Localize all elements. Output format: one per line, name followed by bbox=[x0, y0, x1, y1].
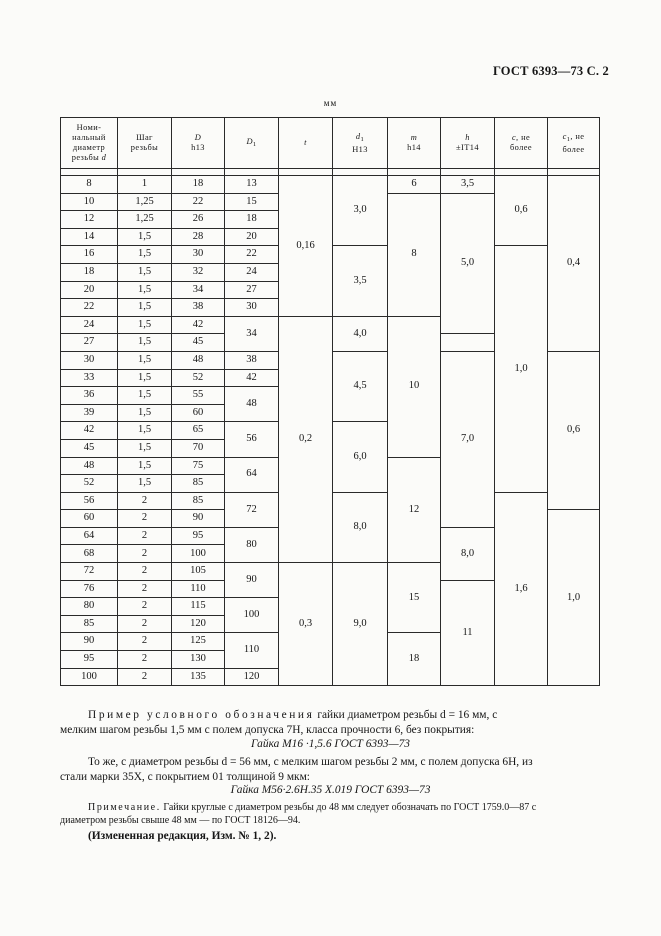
page-header: ГОСТ 6393—73 С. 2 bbox=[492, 64, 609, 78]
cell-step: 2 bbox=[118, 563, 172, 581]
header-thread-pitch: Шаг резьбы bbox=[118, 118, 172, 169]
cell-D1: 80 bbox=[225, 527, 279, 562]
cell-c1: 1,0 bbox=[548, 510, 600, 686]
header-nominal-diameter: Номи- нальный диаметр резьбы d bbox=[61, 118, 118, 169]
cell-h: 8,0 bbox=[441, 527, 495, 580]
cell-step: 2 bbox=[118, 527, 172, 545]
cell-step: 2 bbox=[118, 492, 172, 510]
cell-step: 1,25 bbox=[118, 211, 172, 229]
cell-nominal: 8 bbox=[61, 176, 118, 194]
cell-c1: 0,6 bbox=[548, 351, 600, 509]
cell-D: 55 bbox=[172, 387, 225, 405]
cell-nominal: 64 bbox=[61, 527, 118, 545]
cell-c: 0,6 bbox=[495, 176, 548, 246]
cell-D1: 48 bbox=[225, 387, 279, 422]
cell-step: 1,5 bbox=[118, 263, 172, 281]
cell-D: 100 bbox=[172, 545, 225, 563]
cell-step: 2 bbox=[118, 668, 172, 686]
cell-D: 105 bbox=[172, 563, 225, 581]
cell-nominal: 72 bbox=[61, 563, 118, 581]
header-t: t bbox=[279, 118, 333, 169]
cell-step: 2 bbox=[118, 633, 172, 651]
cell-D: 45 bbox=[172, 334, 225, 352]
header-c1: $c_1$, не более bbox=[548, 118, 600, 169]
note-line-1: Гайки круглые с диаметром резьбы до 48 мм следует обозначать по ГОСТ 1759.0—87 с bbox=[163, 802, 537, 813]
cell-D: 34 bbox=[172, 281, 225, 299]
same-paragraph bbox=[60, 755, 599, 785]
cell-D1: 20 bbox=[225, 228, 279, 246]
cell-nominal: 85 bbox=[61, 615, 118, 633]
cell-step: 1,5 bbox=[118, 422, 172, 440]
header-m: m h14 bbox=[388, 118, 441, 169]
cell-step: 2 bbox=[118, 545, 172, 563]
cell-nominal: 27 bbox=[61, 334, 118, 352]
cell-nominal: 100 bbox=[61, 668, 118, 686]
cell-D: 28 bbox=[172, 228, 225, 246]
cell-D: 125 bbox=[172, 633, 225, 651]
cell-nominal: 18 bbox=[61, 263, 118, 281]
note-label: Примечание. bbox=[88, 802, 161, 813]
cell-step: 1,5 bbox=[118, 281, 172, 299]
cell-step: 1,5 bbox=[118, 387, 172, 405]
header-D1: $D_1$ bbox=[225, 118, 279, 169]
revision-note: (Измененная редакция, Изм. № 1, 2). bbox=[88, 830, 277, 842]
cell-D: 60 bbox=[172, 404, 225, 422]
cell-step: 1,5 bbox=[118, 334, 172, 352]
cell-m: 8 bbox=[388, 193, 441, 316]
cell-m: 15 bbox=[388, 563, 441, 633]
cell-nominal: 22 bbox=[61, 299, 118, 317]
cell-D: 115 bbox=[172, 598, 225, 616]
cell-nominal: 16 bbox=[61, 246, 118, 264]
cell-D: 95 bbox=[172, 527, 225, 545]
cell-d1: 3,5 bbox=[333, 246, 388, 316]
cell-m: 10 bbox=[388, 316, 441, 457]
cell-nominal: 42 bbox=[61, 422, 118, 440]
cell-D1: 72 bbox=[225, 492, 279, 527]
cell-D: 85 bbox=[172, 475, 225, 493]
cell-nominal: 56 bbox=[61, 492, 118, 510]
example-heading: Пример условного обозначения bbox=[88, 709, 315, 721]
cell-D: 120 bbox=[172, 615, 225, 633]
cell-nominal: 36 bbox=[61, 387, 118, 405]
cell-D1: 13 bbox=[225, 176, 279, 194]
cell-c: 1,6 bbox=[495, 492, 548, 686]
cell-D1: 15 bbox=[225, 193, 279, 211]
header-D: D h13 bbox=[172, 118, 225, 169]
cell-d1: 4,0 bbox=[333, 316, 388, 351]
header-d1: $d_1$ H13 bbox=[333, 118, 388, 169]
cell-nominal: 33 bbox=[61, 369, 118, 387]
cell-nominal: 45 bbox=[61, 439, 118, 457]
cell-d1: 4,5 bbox=[333, 351, 388, 421]
cell-nominal: 24 bbox=[61, 316, 118, 334]
cell-m: 18 bbox=[388, 633, 441, 686]
cell-D: 110 bbox=[172, 580, 225, 598]
cell-D1: 100 bbox=[225, 598, 279, 633]
cell-D: 85 bbox=[172, 492, 225, 510]
cell-d1: 9,0 bbox=[333, 563, 388, 686]
designation-example-1: Гайка М16 ·1,5.6 ГОСТ 6393—73 bbox=[250, 738, 410, 750]
cell-step: 2 bbox=[118, 580, 172, 598]
cell-step: 1,5 bbox=[118, 299, 172, 317]
cell-nominal: 90 bbox=[61, 633, 118, 651]
cell-d1: 3,0 bbox=[333, 176, 388, 246]
cell-D1: 34 bbox=[225, 316, 279, 351]
cell-nominal: 48 bbox=[61, 457, 118, 475]
cell-nominal: 12 bbox=[61, 211, 118, 229]
same-line-2: стали марки 35Х, с покрытием 01 толщиной 9 мкм: bbox=[60, 771, 310, 783]
cell-D: 32 bbox=[172, 263, 225, 281]
cell-D1: 56 bbox=[225, 422, 279, 457]
cell-step: 1,5 bbox=[118, 439, 172, 457]
cell-t: 0,2 bbox=[279, 316, 333, 562]
cell-D1: 22 bbox=[225, 246, 279, 264]
cell-t: 0,3 bbox=[279, 563, 333, 686]
cell-step: 2 bbox=[118, 510, 172, 528]
cell-D: 135 bbox=[172, 668, 225, 686]
cell-nominal: 52 bbox=[61, 475, 118, 493]
cell-c: 1,0 bbox=[495, 246, 548, 492]
cell-D: 18 bbox=[172, 176, 225, 194]
cell-step: 1,5 bbox=[118, 246, 172, 264]
table-gap-row bbox=[61, 169, 600, 176]
cell-step: 2 bbox=[118, 598, 172, 616]
designation-example-2: Гайка М56·2.6Н.35 Х.019 ГОСТ 6393—73 bbox=[230, 784, 431, 796]
note-line-2: диаметром резьбы свыше 48 мм — по ГОСТ 18126—94. bbox=[60, 815, 301, 826]
cell-nominal: 14 bbox=[61, 228, 118, 246]
cell-D1: 90 bbox=[225, 563, 279, 598]
cell-m: 12 bbox=[388, 457, 441, 563]
cell-step: 1,5 bbox=[118, 228, 172, 246]
example-intro-cont: мелким шагом резьбы 1,5 мм с полем допуска 7H, класса прочности 6, без покрытия: bbox=[60, 724, 475, 736]
cell-step: 1,5 bbox=[118, 316, 172, 334]
cell-nominal: 95 bbox=[61, 651, 118, 669]
cell-D: 42 bbox=[172, 316, 225, 334]
cell-nominal: 39 bbox=[61, 404, 118, 422]
cell-D: 30 bbox=[172, 246, 225, 264]
cell-D1: 24 bbox=[225, 263, 279, 281]
cell-t: 0,16 bbox=[279, 176, 333, 317]
cell-h: 3,5 bbox=[441, 176, 495, 194]
cell-d1: 6,0 bbox=[333, 422, 388, 492]
cell-D1: 18 bbox=[225, 211, 279, 229]
cell-D1: 27 bbox=[225, 281, 279, 299]
example-intro-rest: гайки диаметром резьбы d = 16 мм, с bbox=[317, 709, 498, 721]
cell-D: 22 bbox=[172, 193, 225, 211]
cell-D1: 30 bbox=[225, 299, 279, 317]
cell-D: 26 bbox=[172, 211, 225, 229]
cell-c1: 0,4 bbox=[548, 176, 600, 352]
note-paragraph bbox=[60, 801, 599, 827]
cell-step: 1,5 bbox=[118, 475, 172, 493]
cell-step: 1 bbox=[118, 176, 172, 194]
cell-D: 70 bbox=[172, 439, 225, 457]
cell-nominal: 30 bbox=[61, 351, 118, 369]
cell-D: 65 bbox=[172, 422, 225, 440]
cell-D1: 110 bbox=[225, 633, 279, 668]
cell-step: 1,5 bbox=[118, 457, 172, 475]
cell-m: 6 bbox=[388, 176, 441, 194]
table-header-row bbox=[61, 118, 600, 169]
table-row bbox=[61, 176, 600, 194]
example-paragraph bbox=[60, 708, 599, 738]
cell-D1: 38 bbox=[225, 351, 279, 369]
cell-D1: 42 bbox=[225, 369, 279, 387]
cell-D1: 64 bbox=[225, 457, 279, 492]
cell-nominal: 68 bbox=[61, 545, 118, 563]
cell-nominal: 20 bbox=[61, 281, 118, 299]
cell-step: 1,5 bbox=[118, 369, 172, 387]
cell-step: 2 bbox=[118, 615, 172, 633]
cell-h: 11 bbox=[441, 580, 495, 686]
cell-nominal: 80 bbox=[61, 598, 118, 616]
cell-D: 90 bbox=[172, 510, 225, 528]
cell-step: 2 bbox=[118, 651, 172, 669]
cell-D: 48 bbox=[172, 351, 225, 369]
cell-nominal: 60 bbox=[61, 510, 118, 528]
cell-step: 1,5 bbox=[118, 351, 172, 369]
header-h: h ±IT14 bbox=[441, 118, 495, 169]
cell-D: 52 bbox=[172, 369, 225, 387]
cell-D: 38 bbox=[172, 299, 225, 317]
cell-D: 75 bbox=[172, 457, 225, 475]
same-line-1: То же, с диаметром резьбы d = 56 мм, с мелким шагом резьбы 2 мм, с полем допуска 6H, из bbox=[88, 756, 533, 768]
cell-step: 1,25 bbox=[118, 193, 172, 211]
cell-nominal: 76 bbox=[61, 580, 118, 598]
header-c: c, не более bbox=[495, 118, 548, 169]
cell-h: 5,0 bbox=[441, 193, 495, 334]
cell-step: 1,5 bbox=[118, 404, 172, 422]
cell-D1: 120 bbox=[225, 668, 279, 686]
cell-D: 130 bbox=[172, 651, 225, 669]
cell-nominal: 10 bbox=[61, 193, 118, 211]
units-label: мм bbox=[323, 98, 338, 108]
dimensions-table bbox=[60, 117, 600, 686]
cell-d1: 8,0 bbox=[333, 492, 388, 562]
cell-h: 7,0 bbox=[441, 351, 495, 527]
